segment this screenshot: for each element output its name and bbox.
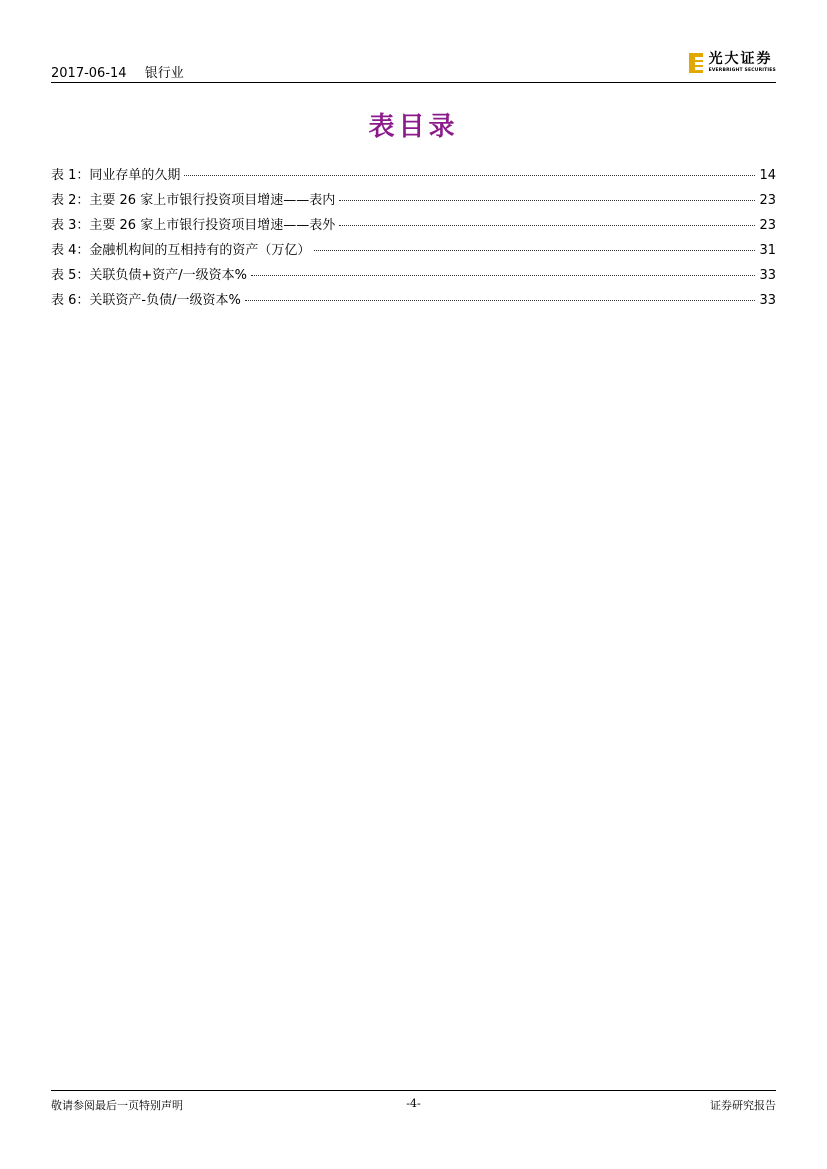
toc-entry[interactable] bbox=[51, 189, 776, 214]
page-number: -4- bbox=[406, 1097, 421, 1110]
toc-entry-label: 表 3：主要 26 家上市银行投资项目增速——表外 bbox=[51, 218, 336, 233]
toc-entry[interactable] bbox=[51, 239, 776, 264]
logo-mark-icon bbox=[689, 53, 703, 73]
toc-entry-page: 14 bbox=[759, 168, 776, 183]
toc-entry-page: 33 bbox=[759, 268, 776, 283]
page-title: 表目录 bbox=[368, 112, 459, 142]
toc-leader bbox=[314, 250, 755, 251]
company-logo bbox=[689, 52, 776, 74]
header-meta bbox=[51, 62, 198, 81]
toc-entry-page: 33 bbox=[759, 293, 776, 308]
footer-rule bbox=[51, 1090, 776, 1091]
toc-entry-page: 23 bbox=[759, 193, 776, 208]
table-of-tables bbox=[51, 164, 776, 314]
footer-report-type: 证券研究报告 bbox=[710, 1099, 776, 1112]
toc-entry[interactable] bbox=[51, 289, 776, 314]
page-header bbox=[51, 51, 776, 82]
toc-leader bbox=[184, 175, 755, 176]
toc-entry-page: 23 bbox=[759, 218, 776, 233]
toc-leader bbox=[245, 300, 756, 301]
toc-entry[interactable] bbox=[51, 214, 776, 239]
report-sector: 银行业 bbox=[144, 66, 184, 81]
toc-leader bbox=[251, 275, 755, 276]
header-rule bbox=[51, 82, 776, 83]
logo-name-en: EVERBRIGHT SECURITIES bbox=[708, 68, 776, 73]
toc-entry[interactable] bbox=[51, 264, 776, 289]
toc-entry-label: 表 5：关联负债+资产/一级资本% bbox=[51, 268, 248, 283]
toc-entry-label: 表 6：关联资产-负债/一级资本% bbox=[51, 293, 241, 308]
toc-leader bbox=[339, 200, 755, 201]
toc-entry-label: 表 4：金融机构间的互相持有的资产（万亿） bbox=[51, 243, 311, 258]
toc-entry-label: 表 2：主要 26 家上市银行投资项目增速——表内 bbox=[51, 193, 336, 208]
toc-leader bbox=[339, 225, 755, 226]
report-date: 2017-06-14 bbox=[51, 66, 127, 81]
toc-entry[interactable] bbox=[51, 164, 776, 189]
logo-name-cn: 光大证券 bbox=[708, 51, 773, 67]
toc-entry-label: 表 1：同业存单的久期 bbox=[51, 168, 181, 183]
footer-disclaimer: 敬请参阅最后一页特别声明 bbox=[51, 1099, 183, 1112]
toc-entry-page: 31 bbox=[759, 243, 776, 258]
